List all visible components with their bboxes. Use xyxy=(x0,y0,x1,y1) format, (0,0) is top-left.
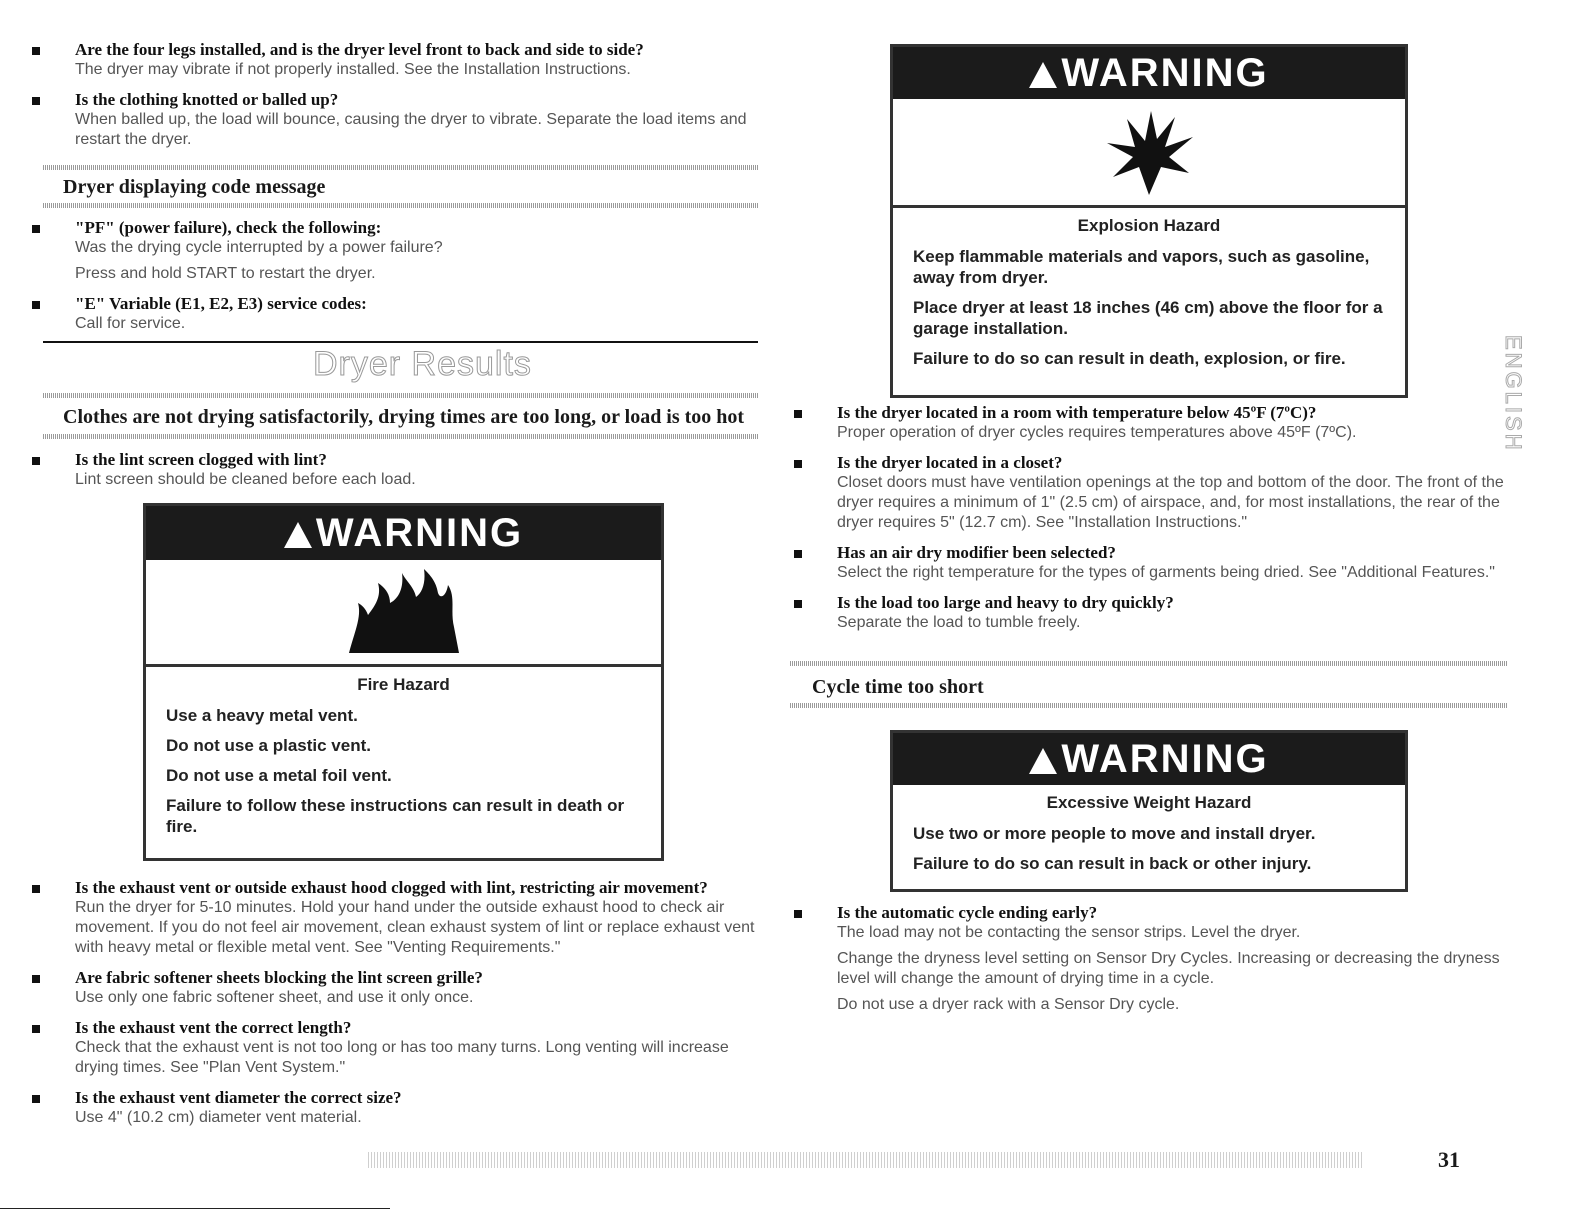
question-text: Is the clothing knotted or balled up? xyxy=(75,90,339,109)
warning-line: Failure to follow these instructions can result in death or fire. xyxy=(166,796,625,836)
warning-triangle-icon xyxy=(1029,748,1057,774)
answer-paragraph: Run the dryer for 5-10 minutes. Hold your hand under the outside exhaust hood to check air movement. If you do not feel air movement, clean exhaust system of lint or replace exhaust vent with heavy metal or flexible metal vent. See "Venting Requirements." xyxy=(75,899,755,956)
answer-paragraph: Select the right temperature for the types of garments being dried. See "Additional Features." xyxy=(837,564,1495,581)
hazard-title: Fire Hazard xyxy=(357,675,450,694)
answer-text xyxy=(837,473,1515,533)
explosion-warning-box xyxy=(890,44,1408,398)
bottom-items xyxy=(28,878,763,1138)
answer-paragraph: When balled up, the load will bounce, causing the dryer to vibrate. Separate the load items and restart the dryer. xyxy=(75,111,747,148)
warning-line: Do not use a metal foil vent. xyxy=(166,766,392,785)
warning-line: Use a heavy metal vent. xyxy=(166,706,358,725)
question-text: Are the four legs installed, and is the dryer level front to back and side to side? xyxy=(75,40,644,59)
warning-line: Place dryer at least 18 inches (46 cm) above the floor for a garage installation. xyxy=(913,298,1383,338)
answer-paragraph: Proper operation of dryer cycles requires temperatures above 45ºF (7ºC). xyxy=(837,424,1357,441)
answer-paragraph: Change the dryness level setting on Sensor Dry Cycles. Increasing or decreasing the dryness level will change the amount of drying time in a cycle. xyxy=(837,950,1500,987)
warning-lines xyxy=(166,705,641,837)
warning-triangle-icon xyxy=(1029,62,1057,88)
warning-label: WARNING xyxy=(315,511,524,555)
hazard-title: Excessive Weight Hazard xyxy=(1046,793,1252,812)
warning-line: Use two or more people to move and install dryer. xyxy=(913,824,1316,843)
answer-paragraph: Call for service. xyxy=(75,315,186,332)
bullet-icon xyxy=(32,47,40,55)
warning-lines xyxy=(913,823,1385,874)
answer-text xyxy=(837,563,1515,583)
warning-line: Failure to do so can result in back or other injury. xyxy=(913,854,1312,873)
bullet-icon xyxy=(32,457,40,465)
fire-warning-box xyxy=(143,503,664,861)
answer-paragraph: Do not use a dryer rack with a Sensor Dry cycle. xyxy=(837,996,1180,1013)
explosion-icon xyxy=(1099,107,1199,197)
answer-text xyxy=(75,470,763,490)
answer-paragraph: The load may not be contacting the sensor strips. Level the dryer. xyxy=(837,924,1301,941)
hazard-title: Explosion Hazard xyxy=(1077,216,1221,235)
question-item xyxy=(28,968,763,1008)
question-item xyxy=(28,450,763,490)
question-item xyxy=(790,593,1515,633)
bullet-icon xyxy=(32,975,40,983)
divider xyxy=(43,165,758,170)
question-item xyxy=(790,453,1515,533)
fire-icon xyxy=(344,567,464,657)
question-item xyxy=(28,294,763,334)
warning-banner xyxy=(893,47,1405,99)
question-item xyxy=(28,1088,763,1128)
question-text: Is the exhaust vent diameter the correct size? xyxy=(75,1088,402,1107)
icon-area xyxy=(146,560,661,667)
question-item xyxy=(790,403,1515,443)
question-text: Is the exhaust vent or outside exhaust hood clogged with lint, restricting air movement? xyxy=(75,878,708,897)
warning-line: Keep flammable materials and vapors, such as gasoline, away from dryer. xyxy=(913,247,1370,287)
question-text: Are fabric softener sheets blocking the lint screen grille? xyxy=(75,968,483,987)
question-item xyxy=(790,903,1515,1015)
question-text: Is the dryer located in a closet? xyxy=(837,453,1063,472)
warning-line: Do not use a plastic vent. xyxy=(166,736,371,755)
bullet-icon xyxy=(32,301,40,309)
bullet-icon xyxy=(32,97,40,105)
answer-text xyxy=(75,898,763,958)
question-text: Is the load too large and heavy to dry quickly? xyxy=(837,593,1174,612)
question-text: Is the automatic cycle ending early? xyxy=(837,903,1098,922)
warning-banner xyxy=(893,733,1405,785)
answer-paragraph: Check that the exhaust vent is not too long or has too many turns. Long venting will increase drying times. See "Plan Vent System." xyxy=(75,1039,729,1076)
answer-text xyxy=(75,60,763,80)
language-tab: ENGLISH xyxy=(1501,335,1526,453)
weight-warning-box xyxy=(890,730,1408,892)
answer-text xyxy=(837,923,1515,1015)
icon-area xyxy=(893,99,1405,208)
divider xyxy=(790,703,1508,708)
answer-paragraph: Lint screen should be cleaned before each load. xyxy=(75,471,416,488)
bullet-icon xyxy=(794,460,802,468)
answer-paragraph: Use only one fabric softener sheet, and use it only once. xyxy=(75,989,474,1006)
question-text: Is the dryer located in a room with temperature below 45ºF (7ºC)? xyxy=(837,403,1317,422)
top-items xyxy=(28,40,763,160)
results-heading: Clothes are not drying satisfactorily, drying times are too long, or load is too hot xyxy=(63,406,745,428)
bullet-icon xyxy=(794,910,802,918)
answer-text xyxy=(75,988,763,1008)
answer-paragraph: Closet doors must have ventilation openings at the top and bottom of the door. The front of the dryer requires a minimum of 1" (2.5 cm) of airspace, and, for most installations, the rear of the dryer requires 5" (12.7 cm). See "Installation Instructions." xyxy=(837,474,1504,531)
section-title: Dryer Results xyxy=(313,345,532,383)
bullet-icon xyxy=(794,410,802,418)
bullet-icon xyxy=(794,550,802,558)
section-rule xyxy=(43,341,758,343)
question-item xyxy=(28,878,763,958)
warning-lines xyxy=(913,246,1385,369)
answer-text xyxy=(75,1108,763,1128)
answer-text xyxy=(75,238,763,284)
answer-paragraph: The dryer may vibrate if not properly installed. See the Installation Instructions. xyxy=(75,61,631,78)
warning-body xyxy=(146,667,661,852)
right-items xyxy=(790,403,1515,643)
divider xyxy=(43,434,758,439)
question-text: "E" Variable (E1, E2, E3) service codes: xyxy=(75,294,367,313)
bullet-icon xyxy=(32,225,40,233)
code-items xyxy=(28,218,763,344)
answer-paragraph: Use 4" (10.2 cm) diameter vent material. xyxy=(75,1109,362,1126)
question-text: "PF" (power failure), check the following: xyxy=(75,218,382,237)
answer-text xyxy=(837,423,1515,443)
warning-body xyxy=(893,785,1405,889)
bullet-icon xyxy=(32,1025,40,1033)
question-text: Is the lint screen clogged with lint? xyxy=(75,450,327,469)
question-item xyxy=(28,1018,763,1078)
answer-text xyxy=(75,1038,763,1078)
warning-label: WARNING xyxy=(1061,737,1269,781)
question-text: Is the exhaust vent the correct length? xyxy=(75,1018,352,1037)
divider xyxy=(790,661,1508,666)
auto-item xyxy=(790,903,1515,1025)
cycle-heading: Cycle time too short xyxy=(812,676,984,698)
warning-banner xyxy=(146,506,661,560)
question-item xyxy=(28,218,763,284)
warning-line: Failure to do so can result in death, explosion, or fire. xyxy=(913,349,1346,368)
answer-text xyxy=(75,110,763,150)
answer-paragraph: Separate the load to tumble freely. xyxy=(837,614,1081,631)
question-text: Has an air dry modifier been selected? xyxy=(837,543,1116,562)
page-number: 31 xyxy=(1438,1147,1460,1172)
answer-paragraph: Press and hold START to restart the dryer. xyxy=(75,265,376,282)
answer-text xyxy=(75,314,763,334)
warning-label: WARNING xyxy=(1061,51,1269,95)
warning-body xyxy=(893,208,1405,384)
bullet-icon xyxy=(32,885,40,893)
answer-text xyxy=(837,613,1515,633)
divider xyxy=(43,203,758,208)
divider xyxy=(43,393,758,398)
question-item xyxy=(28,40,763,80)
bullet-icon xyxy=(794,600,802,608)
question-item xyxy=(28,90,763,150)
code-heading: Dryer displaying code message xyxy=(63,176,326,198)
bullet-icon xyxy=(32,1095,40,1103)
footer-band xyxy=(368,1152,1363,1168)
footer-rule xyxy=(0,1208,390,1209)
answer-paragraph: Was the drying cycle interrupted by a power failure? xyxy=(75,239,443,256)
question-item xyxy=(790,543,1515,583)
warning-triangle-icon xyxy=(284,522,312,548)
lint-item xyxy=(28,450,763,500)
